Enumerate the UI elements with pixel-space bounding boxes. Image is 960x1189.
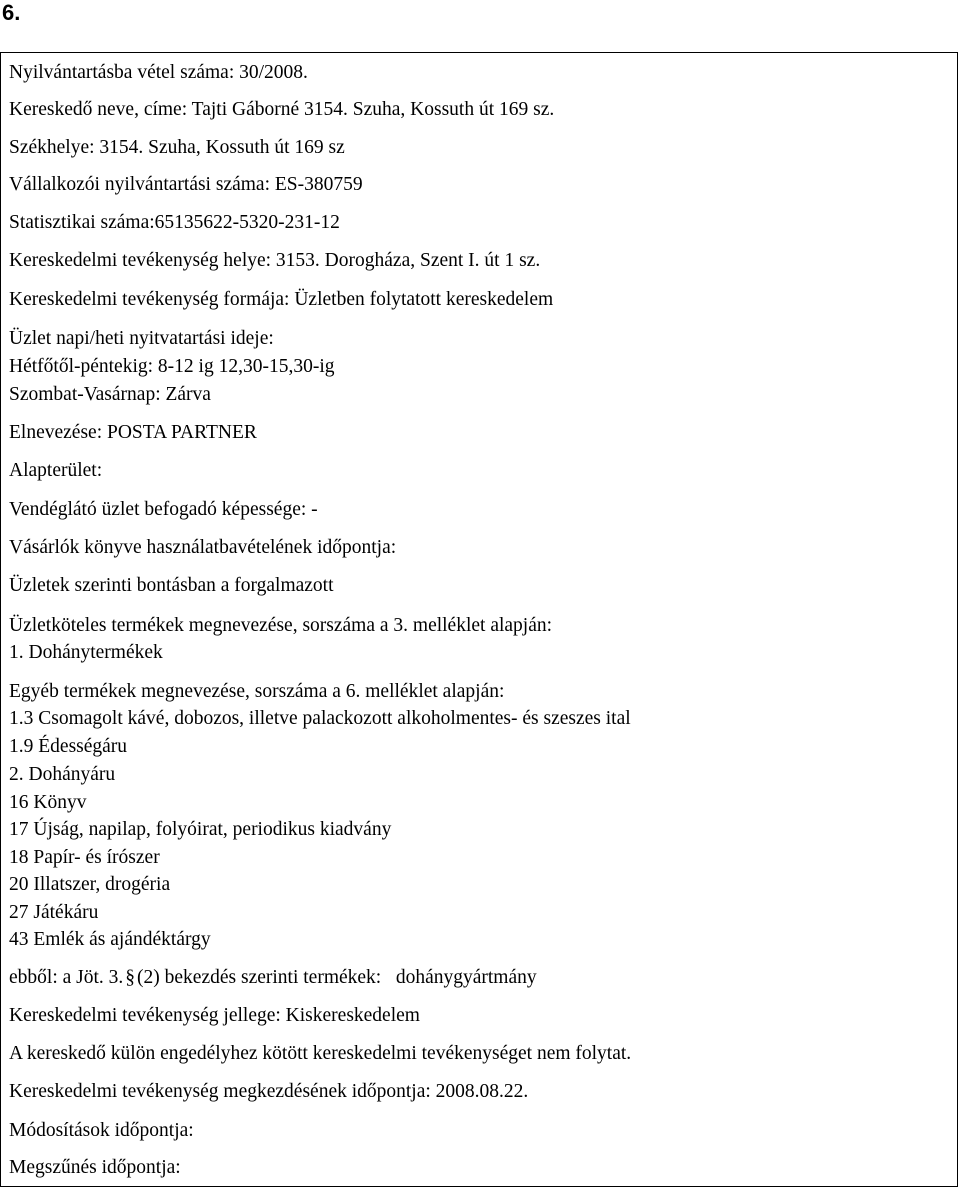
- other-products-heading: Egyéb termékek megnevezése, sorszáma a 6. melléklet alapján:: [9, 681, 505, 702]
- merchant-name-address: Kereskedő neve, címe: Tajti Gáborné 3154. Szuha, Kossuth út 169 sz.: [9, 99, 555, 120]
- product-item: 27 Játékáru: [9, 902, 99, 923]
- products-by-shop: Üzletek szerinti bontásban a forgalmazott: [9, 575, 334, 596]
- entrepreneur-registry-number: Vállalkozói nyilvántartási száma: ES-380759: [9, 174, 363, 195]
- floor-area: Alapterület:: [9, 460, 103, 481]
- product-item: 43 Emlék ás ajándéktárgy: [9, 929, 211, 950]
- modification-dates: Módosítások időpontja:: [9, 1120, 194, 1141]
- opening-hours-weekdays: Hétfőtől-péntekig: 8-12 ig 12,30-15,30-ig: [9, 356, 335, 377]
- registration-number: Nyilvántartásba vétel száma: 30/2008.: [9, 62, 308, 83]
- section-sign: §: [125, 967, 136, 988]
- licensed-products-heading: Üzletköteles termékek megnevezése, sorszáma a 3. melléklet alapján:: [9, 615, 553, 636]
- product-item: 2. Dohányáru: [9, 764, 116, 785]
- excise-suffix: (2) bekezdés szerinti termékek: dohánygyártmány: [137, 967, 537, 988]
- licensed-activity-note: A kereskedő külön engedélyhez kötött kereskedelmi tevékenységet nem folytat.: [9, 1043, 632, 1064]
- product-item: 17 Újság, napilap, folyóirat, periodikus kiadvány: [9, 819, 392, 840]
- statistical-number: Statisztikai száma:65135622-5320-231-12: [9, 212, 340, 233]
- catering-capacity: Vendéglátó üzlet befogadó képessége: -: [9, 499, 318, 520]
- product-item: 18 Papír- és írószer: [9, 847, 160, 868]
- trade-form: Kereskedelmi tevékenység formája: Üzletben folytatott kereskedelem: [9, 289, 554, 310]
- registry-entry-box: [0, 52, 958, 1187]
- product-item: 20 Illatszer, drogéria: [9, 874, 171, 895]
- opening-hours-weekend: Szombat-Vasárnap: Zárva: [9, 384, 211, 405]
- licensed-product-item: 1. Dohánytermékek: [9, 642, 163, 663]
- product-item: 1.3 Csomagolt kávé, dobozos, illetve palackozott alkoholmentes- és szeszes ital: [9, 708, 631, 729]
- product-item: 1.9 Édességáru: [9, 736, 128, 757]
- headquarters: Székhelye: 3154. Szuha, Kossuth út 169 sz: [9, 137, 345, 158]
- trade-start-date: Kereskedelmi tevékenység megkezdésének időpontja: 2008.08.22.: [9, 1081, 529, 1102]
- trade-character: Kereskedelmi tevékenység jellege: Kiskereskedelem: [9, 1005, 420, 1026]
- opening-hours-label: Üzlet napi/heti nyitvatartási ideje:: [9, 328, 274, 349]
- excise-products-line: [9, 967, 537, 989]
- excise-prefix: ebből: a Jöt. 3.: [9, 967, 124, 988]
- termination-date: Megszűnés időpontja:: [9, 1157, 181, 1178]
- shop-name: Elnevezése: POSTA PARTNER: [9, 422, 257, 443]
- complaint-book-date: Vásárlók könyve használatbavételének időpontja:: [9, 537, 397, 558]
- product-item: 16 Könyv: [9, 792, 87, 813]
- section-number: 6.: [2, 0, 21, 25]
- trade-location: Kereskedelmi tevékenység helye: 3153. Dorogháza, Szent I. út 1 sz.: [9, 250, 541, 271]
